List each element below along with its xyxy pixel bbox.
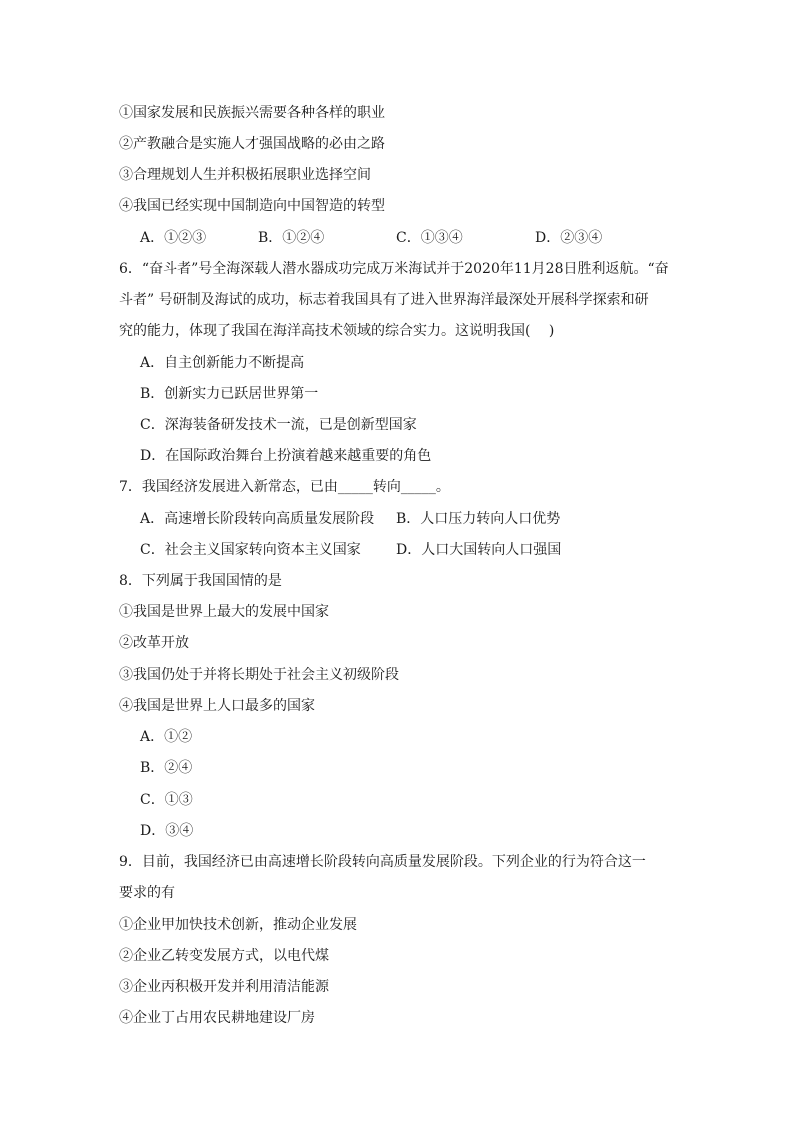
q5-choice-b: B．①②④: [258, 230, 325, 246]
q6-stem-line-2: 斗者” 号研制及海试的成功，标志着我国具有了进入世界海洋最深处开展科学探索和研: [119, 292, 649, 308]
q5-statement-3: ③合理规划人生并积极拓展职业选择空间: [119, 167, 371, 183]
q9-statement-2: ②企业乙转变发展方式，以电代煤: [119, 948, 329, 964]
q5-statement-4: ④我国已经实现中国制造向中国智造的转型: [119, 198, 385, 214]
q8-statement-2: ②改革开放: [119, 635, 189, 651]
q6-stem-line-1: 6．“奋斗者”号全海深载人潜水器成功完成万米海试并于2020年11月28日胜利返航。“奋: [119, 261, 669, 277]
q7-option-b: B．人口压力转向人口优势: [396, 511, 561, 527]
q9-stem-line-2: 要求的有: [119, 885, 175, 901]
q7-stem: 7．我国经济发展进入新常态，已由_____转向_____。: [119, 479, 450, 495]
q6-option-d: D．在国际政治舞台上扮演着越来越重要的角色: [140, 448, 432, 464]
q8-option-a: A．①②: [140, 729, 193, 745]
q9-statement-1: ①企业甲加快技术创新，推动企业发展: [119, 917, 357, 933]
q8-option-c: C．①③: [140, 792, 193, 808]
q8-stem: 8．下列属于我国国情的是: [119, 573, 282, 589]
q8-statement-4: ④我国是世界上人口最多的国家: [119, 698, 315, 714]
q6-option-c: C．深海装备研发技术一流，已是创新型国家: [140, 417, 417, 433]
q5-statement-2: ②产教融合是实施人才强国战略的必由之路: [119, 136, 385, 152]
q8-statement-1: ①我国是世界上最大的发展中国家: [119, 604, 329, 620]
q5-choice-a: A．①②③: [140, 230, 207, 246]
q6-stem-line-3: 究的能力，体现了我国在海洋高技术领域的综合实力。这说明我国( ): [119, 323, 555, 339]
q9-statement-3: ③企业丙积极开发并利用清洁能源: [119, 979, 329, 995]
q8-option-d: D．③④: [140, 823, 194, 839]
q6-option-a: A．自主创新能力不断提高: [140, 355, 305, 371]
q5-choice-d: D．②③④: [535, 230, 603, 246]
q5-choice-c: C．①③④: [396, 230, 463, 246]
q9-stem-line-1: 9．目前，我国经济已由高速增长阶段转向高质量发展阶段。下列企业的行为符合这一: [119, 854, 646, 870]
q7-option-c: C．社会主义国家转向资本主义国家: [140, 542, 361, 558]
q8-option-b: B．②④: [140, 760, 193, 776]
q6-option-b: B．创新实力已跃居世界第一: [140, 386, 319, 402]
q7-option-d: D．人口大国转向人口强国: [396, 542, 562, 558]
q5-statement-1: ①国家发展和民族振兴需要各种各样的职业: [119, 105, 385, 121]
q7-option-a: A．高速增长阶段转向高质量发展阶段: [140, 511, 375, 527]
q9-statement-4: ④企业丁占用农民耕地建设厂房: [119, 1010, 315, 1026]
q8-statement-3: ③我国仍处于并将长期处于社会主义初级阶段: [119, 667, 399, 683]
